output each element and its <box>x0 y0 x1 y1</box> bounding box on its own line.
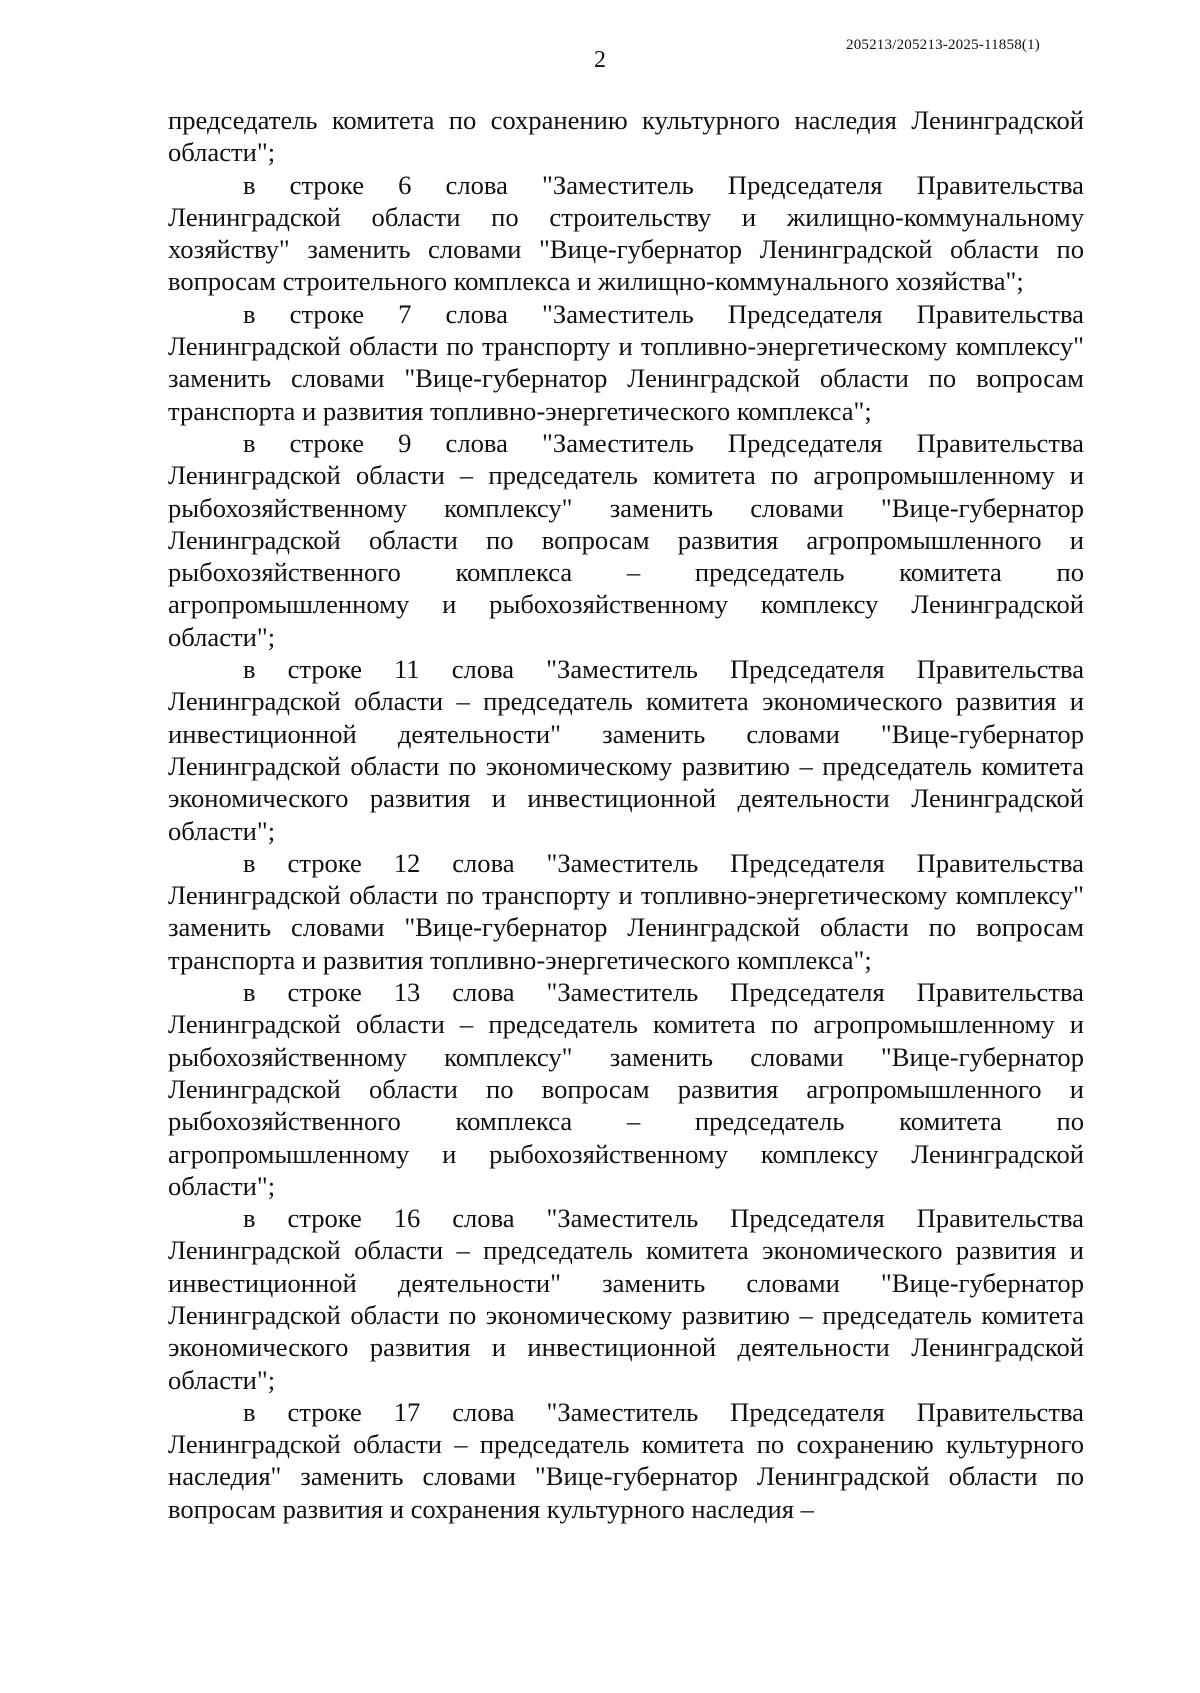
paragraph-row-9: в строке 9 слова "Заместитель Председателя Правительства Ленинградской области – председатель комитета по агропромышленному и рыбохозяйственному комплексу" заменить словами "Вице-губернатор Ленинградской области по вопросам развития агропромышленного и рыбохозяйственного комплекса – председатель комитета по агропромышленному и рыбохозяйственному комплексу Ленинградской области"; <box>168 427 1084 652</box>
document-body <box>168 104 1084 1525</box>
page-number: 2 <box>594 47 606 73</box>
paragraph-row-13: в строке 13 слова "Заместитель Председателя Правительства Ленинградской области – председатель комитета по агропромышленному и рыбохозяйственному комплексу" заменить словами "Вице-губернатор Ленинградской области по вопросам развития агропромышленного и рыбохозяйственного комплекса – председатель комитета по агропромышленному и рыбохозяйственному комплексу Ленинградской области"; <box>168 977 1084 1201</box>
paragraph-row-16: в строке 16 слова "Заместитель Председателя Правительства Ленинградской области – председатель комитета экономического развития и инвестиционной деятельности" заменить словами "Вице-губернатор Ленинградской области по экономическому развитию – председатель комитета экономического развития и инвестиционной деятельности Ленинградской области"; <box>168 1203 1084 1395</box>
paragraph-continuation: председатель комитета по сохранению культурного наследия Ленинградской области"; <box>168 105 1084 168</box>
document-id: 205213/205213-2025-11858(1) <box>846 37 1040 53</box>
paragraph-row-7: в строке 7 слова "Заместитель Председателя Правительства Ленинградской области по транспорту и топливно-энергетическому комплексу" заменить словами "Вице-губернатор Ленинградской области по вопросам транспорта и развития топливно-энергетического комплекса"; <box>168 298 1084 426</box>
paragraph-row-11: в строке 11 слова "Заместитель Председателя Правительства Ленинградской области – председатель комитета экономического развития и инвестиционной деятельности" заменить словами "Вице-губернатор Ленинградской области по экономическому развитию – председатель комитета экономического развития и инвестиционной деятельности Ленинградской области"; <box>168 654 1084 846</box>
paragraph-row-17: в строке 17 слова "Заместитель Председателя Правительства Ленинградской области – председатель комитета по сохранению культурного наследия" заменить словами "Вице-губернатор Ленинградской области по вопросам развития и сохранения культурного наследия – <box>168 1396 1084 1524</box>
paragraph-row-6: в строке 6 слова "Заместитель Председателя Правительства Ленинградской области по строительству и жилищно-коммунальному хозяйству" заменить словами "Вице-губернатор Ленинградской области по вопросам строительного комплекса и жилищно-коммунального хозяйства"; <box>168 169 1084 297</box>
paragraph-row-12: в строке 12 слова "Заместитель Председателя Правительства Ленинградской области по транспорту и топливно-энергетическому комплексу" заменить словами "Вице-губернатор Ленинградской области по вопросам транспорта и развития топливно-энергетического комплекса"; <box>168 847 1084 975</box>
